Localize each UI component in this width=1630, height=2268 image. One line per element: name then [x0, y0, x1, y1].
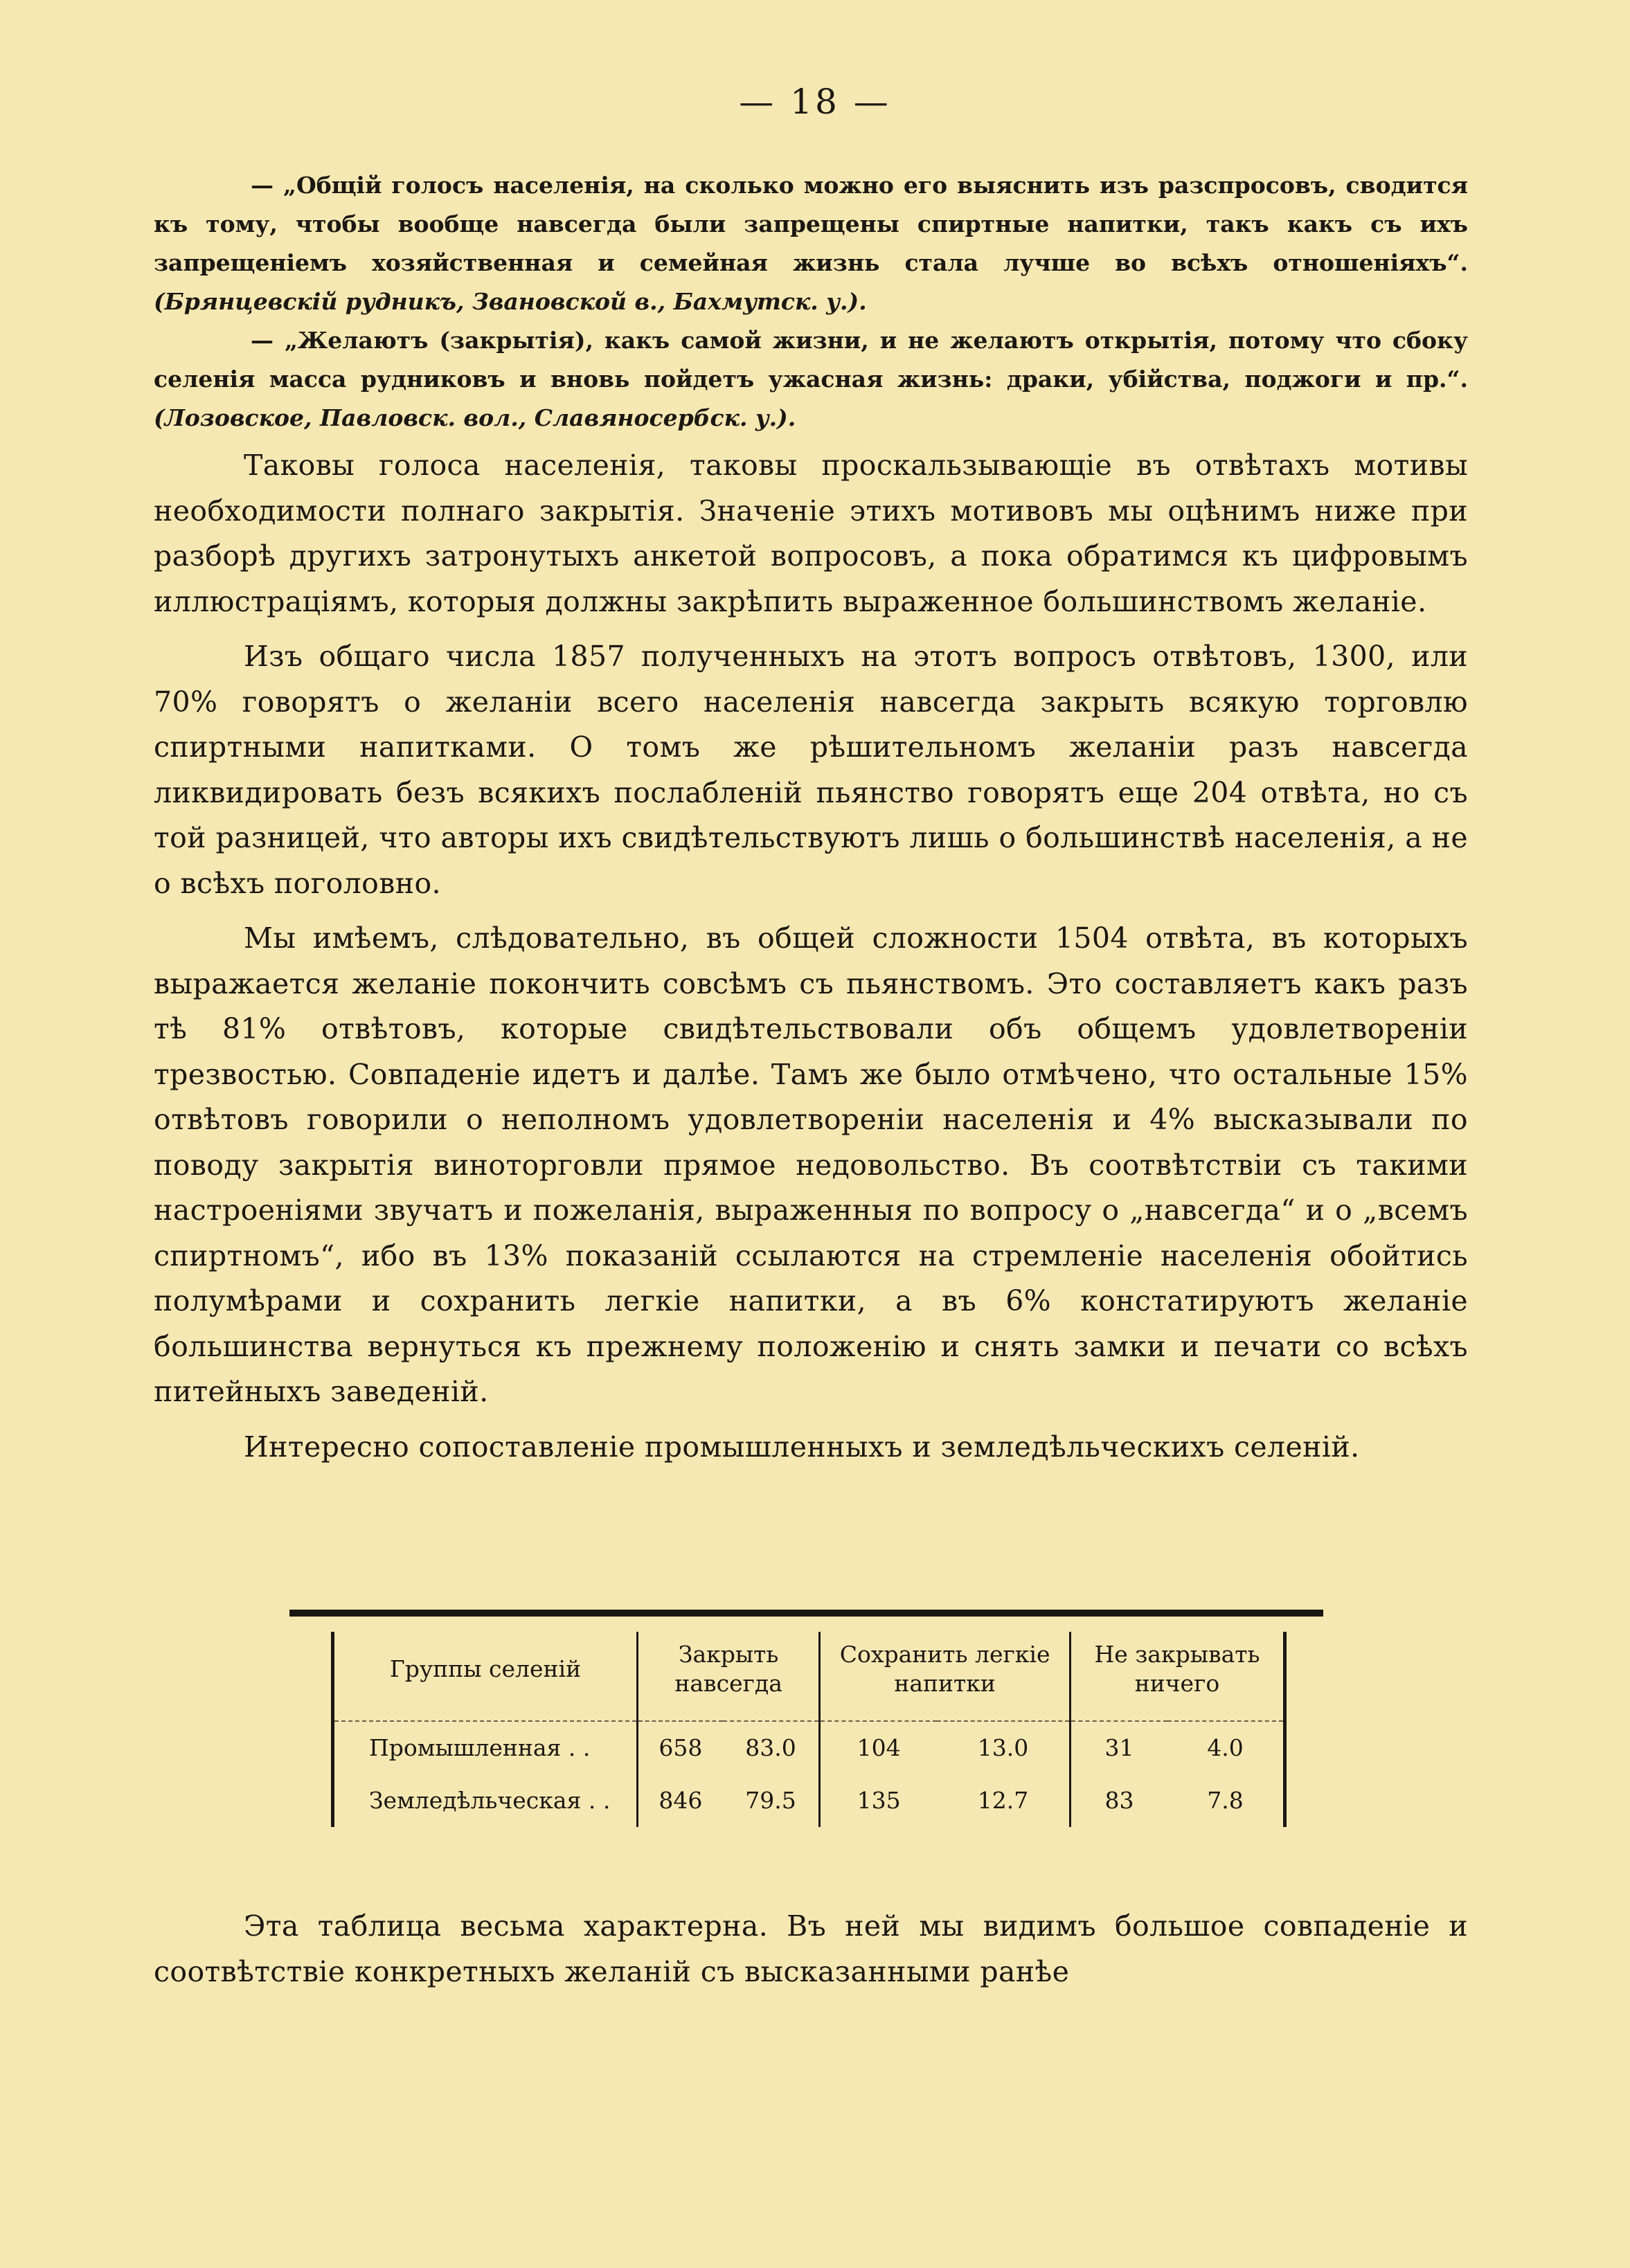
closing-text — [154, 1904, 1468, 1995]
paragraph: Таковы голоса населенія, таковы проскальзывающіе въ отвѣтахъ мотивы необходимости полнаго закрытія. Значеніе этихъ мотивовъ мы оцѣнимъ ниже при разборѣ другихъ затронутыхъ анкетой вопросовъ, а пока обратимся къ цифровымъ иллюстраціямъ, которыя должны закрѣпить выраженное большинствомъ желаніе. — [154, 449, 1468, 618]
cell-count: 658 — [638, 1721, 723, 1774]
body-text — [154, 443, 1468, 1479]
cell-count: 83 — [1071, 1774, 1167, 1827]
cell-count: 846 — [638, 1774, 723, 1827]
quote-source: (Брянцевскій рудникъ, Звановской в., Бахмутск. у.). — [154, 288, 867, 315]
cell-percent: 12.7 — [977, 1787, 1029, 1814]
header-close-forever: Закрыть навсегда — [638, 1632, 820, 1721]
quote — [154, 321, 1468, 438]
quote-text: — „Желаютъ (закрытія), какъ самой жизни, и не желаютъ открытія, потому что сбоку селенія масса рудниковъ и вновь пойдетъ ужасная жизнь: драки, убійства, поджоги и пр.“. — [154, 327, 1468, 393]
quotations-block — [154, 166, 1468, 438]
cell-percent: 7.8 — [1207, 1787, 1244, 1814]
comparison-table — [331, 1632, 1287, 1827]
row-group-name: Промышленная . . — [369, 1734, 591, 1761]
quote-source: (Лозовское, Павловск. вол., Славяносербск. у.). — [154, 404, 796, 431]
table-top-rule — [289, 1610, 1323, 1617]
row-group-name: Земледѣльческая . . — [369, 1787, 611, 1814]
table-row — [333, 1721, 1285, 1774]
cell-percent: 4.0 — [1207, 1734, 1244, 1761]
paragraph: Изъ общаго числа 1857 полученныхъ на этотъ вопросъ отвѣтовъ, 1300, или 70% говорятъ о желаніи всего населенія навсегда закрыть всякую торговлю спиртными напитками. О томъ же рѣшительномъ желаніи разъ навсегда ликвидировать безъ всякихъ послабленій пьянство говорятъ еще 204 отвѣта, но съ той разницей, что авторы ихъ свидѣтельствуютъ лишь о большинствѣ населенія, а не о всѣхъ поголовно. — [154, 640, 1468, 900]
table-row — [333, 1774, 1285, 1827]
cell-count: 104 — [820, 1721, 937, 1774]
cell-percent: 83.0 — [745, 1734, 796, 1761]
page-number: — 18 — — [739, 82, 891, 122]
quote-text: — „Общій голосъ населенія, на сколько можно его выяснить изъ разспросовъ, сводится къ тому, чтобы вообще навсегда были запрещены спиртные напитки, такъ какъ съ ихъ запрещеніемъ хозяйственная и семейная жизнь стала лучше во всѣхъ отношеніяхъ“. — [154, 172, 1468, 276]
header-groups: Группы селеній — [333, 1632, 638, 1721]
cell-percent: 13.0 — [977, 1734, 1029, 1761]
header-keep-light: Сохранить легкіе напитки — [820, 1632, 1071, 1721]
paragraph: Интересно сопоставленіе промышленныхъ и земледѣльческихъ селеній. — [244, 1430, 1360, 1464]
paragraph: Эта таблица весьма характерна. Въ ней мы видимъ большое совпаденіе и соотвѣтствіе конкретныхъ желаній съ высказанными ранѣе — [154, 1909, 1468, 1988]
cell-count: 31 — [1071, 1721, 1167, 1774]
comparison-table-block — [289, 1610, 1323, 1827]
table-header-row — [333, 1632, 1285, 1721]
cell-percent: 79.5 — [745, 1787, 796, 1814]
cell-count: 135 — [820, 1774, 937, 1827]
header-close-nothing: Не закрывать ничего — [1071, 1632, 1285, 1721]
paragraph: Мы имѣемъ, слѣдовательно, въ общей сложности 1504 отвѣта, въ которыхъ выражается желаніе покончить совсѣмъ съ пьянствомъ. Это составляетъ какъ разъ тѣ 81% отвѣтовъ, которые свидѣтельствовали объ общемъ удовлетвореніи трезвостью. Совпаденіе идетъ и далѣе. Тамъ же было отмѣчено, что остальные 15% отвѣтовъ говорили о неполномъ удовлетвореніи населенія и 4% высказывали по поводу закрытія виноторговли прямое недовольство. Въ соотвѣтствіи съ такими настроеніями звучатъ и пожеланія, выраженныя по вопросу о „навсегда“ и о „всемъ спиртномъ“, ибо въ 13% показаній ссылаются на стремленіе населенія обойтись полумѣрами и сохранить легкіе напитки, а въ 6% констатируютъ желаніе большинства вернуться къ прежнему положенію и снять замки и печати со всѣхъ питейныхъ заведеній. — [154, 921, 1468, 1408]
quote — [154, 166, 1468, 321]
